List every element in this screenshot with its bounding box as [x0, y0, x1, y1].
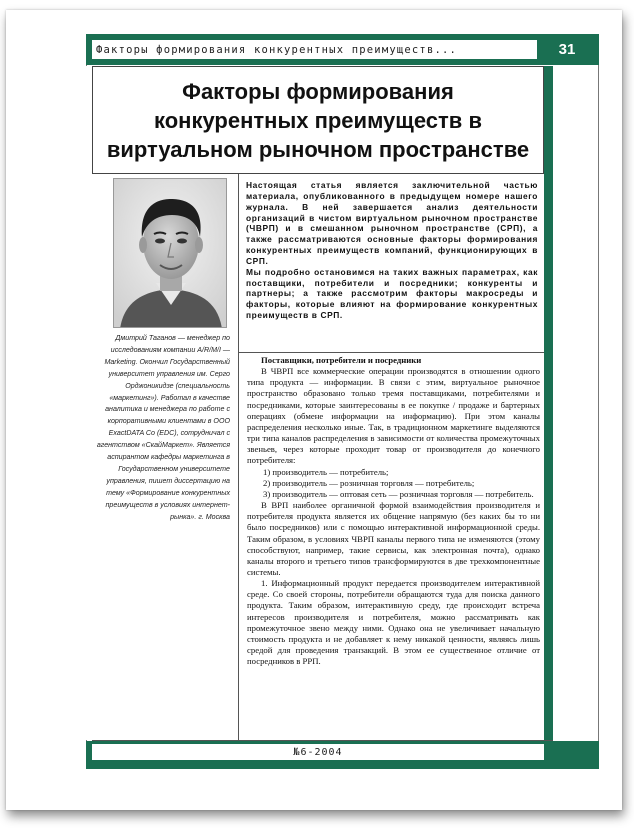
list-item: 2) производитель — розничная торговля — потребитель;: [263, 477, 475, 488]
section-heading: Поставщики, потребители и посредники: [261, 355, 422, 365]
channel-list: [247, 467, 540, 500]
body-paragraph: 1. Информационный продукт передается производителем интерактивной среде. Со своей стороны, потребители обращаются туда для поиска данного продукта. Таким образом, интерактивную среду, где происходит встреча интересов производителя и потребителя, можно рассматривать как промежуточное звено между ними. Однако она не увеличивает начальную стоимость продукта и не добавляет к нему никакой ценности, являясь лишь средой для проведения транзакций. В этом ее существенное отличие от посредников в РРП.: [247, 578, 540, 667]
list-item: 3) производитель — оптовая сеть — розничная торговля — потребитель.: [263, 488, 534, 499]
issue-number: №6-2004: [92, 744, 544, 760]
list-item: 1) производитель — потребитель;: [263, 466, 389, 477]
author-portrait-image: [114, 179, 227, 328]
article-title: Факторы формирования конкурентных преимуществ в виртуальном рыночном пространстве: [106, 79, 530, 162]
column-divider: [238, 174, 239, 740]
body-paragraph: В ЧВРП все коммерческие операции производятся в отношении одного типа продукта — информации. В связи с этим, виртуальное рыночное пространство образовано только тремя поставщиками, потребителями и посредниками, которые заинтересованы в ее покупке / продаже и бартерных операциях (обмене информации на информацию). При этом каналы распределения несколько иные. Так, в традиционном маркетинге выделяются три типа каналов распределения в зависимости от количества промежуточных звеньев, через которые проходит товар от производителя до конечного потребителя:: [247, 366, 540, 466]
article-lead: [246, 180, 538, 321]
lead-divider: [238, 352, 544, 353]
right-rail: [544, 66, 553, 740]
author-photo: [113, 178, 227, 328]
body-paragraph: В ВРП наиболее органичной формой взаимодействия производителя и потребителя продукта является их общение напрямую (без каких бы то ни было посредников) или с помощью интерактивной информационной среды. Таким образом, в условиях ЧВРП каналы первого типа не изменяются (этому способствуют, например, такие сервисы, как электронная почта), однако каналы второго и третьего типов трансформируются в две трехкомпонентные системы.: [247, 500, 540, 577]
lead-paragraph: Настоящая статья является заключительной частью материала, опубликованного в предыдущем номере нашего журнала. В ней завершается анализ деятельности организаций в чистом виртуальном рыночном пространстве (ЧВРП) и в смешанном рыночном пространстве (СРП), а также рассматриваются основные факторы формирования конкурентных преимуществ компаний, функционирующих в СРП.: [246, 180, 538, 266]
lead-paragraph: Мы подробно остановимся на таких важных параметрах, как поставщики, потребители и посредники; конкуренты и партнеры; а также рассмотрим факторы макросреды и факторы, которые влияют на формирование конкурентных преимуществ в СРП.: [246, 266, 538, 321]
article-body: [247, 355, 540, 667]
running-title: Факторы формирования конкурентных преимуществ...: [92, 40, 537, 59]
page-number: 31: [558, 41, 576, 58]
author-bio: Дмитрий Таганов — менеджер по исследованиям компании A/R/M/I — Marketing. Окончил Государственный университет управления им. Серго Орджоникидзе (специальность «маркетинг»). Работал в качестве аналитика и менеджера по работе с корпоративными клиентами в ООО ExactDATA Co (EDC), сотрудничал с агентством «СкайМаркет». Является аспирантом кафедры маркетинга в Государственном университете управления, пишет диссертацию на тему «Формирование конкурентных преимуществ в условиях интернет-рынка». г. Москва: [96, 334, 230, 521]
